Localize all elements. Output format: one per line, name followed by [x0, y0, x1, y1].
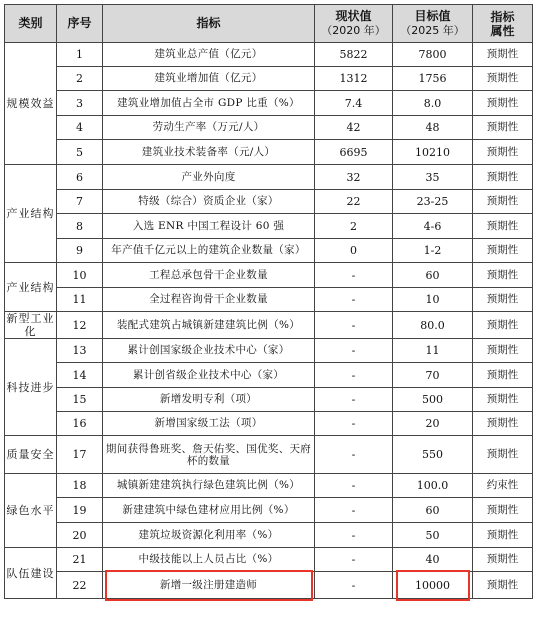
table-row: [5, 91, 533, 116]
header-attr: [473, 5, 533, 43]
table-row: [5, 43, 533, 67]
table-row: [5, 67, 533, 91]
indicator-attribute: 预期性: [473, 548, 533, 572]
row-number: 15: [57, 388, 103, 412]
indicator-attribute: 预期性: [473, 572, 533, 599]
indicator-name: 工程总承包骨干企业数量: [103, 263, 315, 288]
row-number: 20: [57, 523, 103, 548]
indicator-name: 城镇新建建筑执行绿色建筑比例（%）: [103, 474, 315, 498]
table-row: [5, 474, 533, 498]
current-value: -: [315, 312, 393, 339]
current-value: 7.4: [315, 91, 393, 116]
row-number: 21: [57, 548, 103, 572]
target-value: 60: [393, 263, 473, 288]
indicator-attribute: 预期性: [473, 165, 533, 190]
header-attr-line1: 指标: [490, 9, 515, 24]
indicator-attribute: 约束性: [473, 474, 533, 498]
indicator-attribute: 预期性: [473, 436, 533, 474]
target-value: 70: [393, 363, 473, 388]
indicator-attribute: 预期性: [473, 412, 533, 436]
indicator-attribute: 预期性: [473, 239, 533, 263]
header-target-line2: （2025 年）: [400, 24, 465, 37]
current-value: 5822: [315, 43, 393, 67]
header-current-line1: 现状值: [335, 9, 372, 23]
table-row: [5, 548, 533, 572]
row-number: 12: [57, 312, 103, 339]
target-value: 4-6: [393, 214, 473, 239]
table-row: [5, 363, 533, 388]
indicator-attribute: 预期性: [473, 140, 533, 165]
target-value: 40: [393, 548, 473, 572]
table-row: [5, 263, 533, 288]
indicator-name: 建筑业总产值（亿元）: [103, 43, 315, 67]
current-value: 1312: [315, 67, 393, 91]
table-row: [5, 288, 533, 312]
indicator-attribute: 预期性: [473, 288, 533, 312]
target-value: 80.0: [393, 312, 473, 339]
target-value: 48: [393, 116, 473, 140]
row-number: 9: [57, 239, 103, 263]
current-value: -: [315, 363, 393, 388]
target-value: 7800: [393, 43, 473, 67]
category-cell: 产业结构: [5, 165, 57, 263]
indicator-attribute: 预期性: [473, 91, 533, 116]
header-current-line2: （2020 年）: [321, 24, 386, 37]
header-current: [315, 5, 393, 43]
indicator-name: 劳动生产率（万元/人）: [103, 116, 315, 140]
table-row: [5, 214, 533, 239]
category-cell: 新型工业化: [6, 312, 55, 338]
table-body: [5, 43, 533, 599]
row-number: 17: [57, 436, 103, 474]
current-value: 2: [315, 214, 393, 239]
row-number: 22: [57, 572, 103, 599]
indicator-name: 入选 ENR 中国工程设计 60 强: [103, 214, 315, 239]
indicator-name: 建筑业技术装备率（元/人）: [103, 140, 315, 165]
table-row: [5, 312, 533, 339]
indicator-attribute: 预期性: [473, 523, 533, 548]
indicator-name: 新增发明专利（项）: [103, 388, 315, 412]
indicator-name: 特级（综合）资质企业（家）: [103, 190, 315, 214]
indicator-attribute: 预期性: [473, 190, 533, 214]
current-value: -: [315, 436, 393, 474]
table-row: [5, 388, 533, 412]
target-value: 11: [393, 339, 473, 363]
row-number: 14: [57, 363, 103, 388]
table-row: [5, 190, 533, 214]
indicator-name: 新增一级注册建造师: [103, 572, 315, 599]
category-cell: 队伍建设: [5, 548, 57, 599]
row-number: 18: [57, 474, 103, 498]
table-row: [5, 116, 533, 140]
row-number: 13: [57, 339, 103, 363]
target-value: 550: [393, 436, 473, 474]
current-value: -: [315, 548, 393, 572]
current-value: -: [315, 339, 393, 363]
indicator-attribute: 预期性: [473, 116, 533, 140]
table-header-row: [5, 5, 533, 43]
table-row: [5, 523, 533, 548]
indicator-attribute: 预期性: [473, 43, 533, 67]
indicator-name: 年产值千亿元以上的建筑企业数量（家）: [103, 239, 315, 263]
indicator-attribute: 预期性: [473, 363, 533, 388]
table-row: [5, 239, 533, 263]
current-value: 22: [315, 190, 393, 214]
indicator-name: 累计创国家级企业技术中心（家）: [103, 339, 315, 363]
header-indicator: 指标: [103, 5, 315, 43]
category-cell: 规模效益: [5, 43, 57, 165]
current-value: -: [315, 523, 393, 548]
current-value: 32: [315, 165, 393, 190]
row-number: 7: [57, 190, 103, 214]
target-value: 10000: [393, 572, 473, 599]
current-value: 0: [315, 239, 393, 263]
indicator-name: 新增国家级工法（项）: [103, 412, 315, 436]
indicator-name: 装配式建筑占城镇新建建筑比例（%）: [103, 312, 315, 339]
current-value: -: [315, 263, 393, 288]
indicator-attribute: 预期性: [473, 214, 533, 239]
row-number: 10: [57, 263, 103, 288]
row-number: 4: [57, 116, 103, 140]
current-value: -: [315, 474, 393, 498]
target-value: 100.0: [393, 474, 473, 498]
target-value: 10210: [393, 140, 473, 165]
target-value: 60: [393, 498, 473, 523]
indicator-name: 全过程咨询骨干企业数量: [103, 288, 315, 312]
row-number: 19: [57, 498, 103, 523]
indicator-attribute: 预期性: [473, 263, 533, 288]
target-value: 50: [393, 523, 473, 548]
current-value: -: [315, 388, 393, 412]
indicator-attribute: 预期性: [473, 339, 533, 363]
table-row: [5, 572, 533, 599]
indicator-name: 期间获得鲁班奖、詹天佑奖、国优奖、天府杯的数量: [103, 436, 315, 474]
row-number: 2: [57, 67, 103, 91]
table-row: [5, 412, 533, 436]
category-cell: 绿色水平: [5, 474, 57, 548]
row-number: 16: [57, 412, 103, 436]
row-number: 3: [57, 91, 103, 116]
current-value: 42: [315, 116, 393, 140]
indicator-name: 建筑业增加值（亿元）: [103, 67, 315, 91]
indicator-attribute: 预期性: [473, 388, 533, 412]
table-row: [5, 339, 533, 363]
target-value: 20: [393, 412, 473, 436]
target-value: 10: [393, 288, 473, 312]
row-number: 1: [57, 43, 103, 67]
target-value: 35: [393, 165, 473, 190]
target-value: 23-25: [393, 190, 473, 214]
table-row: [5, 140, 533, 165]
current-value: -: [315, 288, 393, 312]
row-number: 8: [57, 214, 103, 239]
category-cell: 质量安全: [5, 436, 57, 474]
indicator-table: [4, 4, 533, 599]
target-value: 1-2: [393, 239, 473, 263]
indicator-attribute: 预期性: [473, 67, 533, 91]
table-row: [5, 498, 533, 523]
indicator-name: 建筑业增加值占全市 GDP 比重（%）: [103, 91, 315, 116]
header-target-line1: 目标值: [414, 9, 451, 23]
indicator-name: 产业外向度: [103, 165, 315, 190]
indicator-name: 新建建筑中绿色建材应用比例（%）: [103, 498, 315, 523]
header-target: [393, 5, 473, 43]
table-row: [5, 436, 533, 474]
header-attr-line2: 属性: [490, 23, 515, 38]
target-value: 1756: [393, 67, 473, 91]
header-no: 序号: [57, 5, 103, 43]
indicator-attribute: 预期性: [473, 498, 533, 523]
indicator-name: 建筑垃圾资源化利用率（%）: [103, 523, 315, 548]
category-cell: 产业结构: [5, 263, 57, 312]
table-row: [5, 165, 533, 190]
target-value: 500: [393, 388, 473, 412]
current-value: -: [315, 412, 393, 436]
header-category: 类别: [5, 5, 57, 43]
row-number: 6: [57, 165, 103, 190]
row-number: 5: [57, 140, 103, 165]
target-value: 8.0: [393, 91, 473, 116]
row-number: 11: [57, 288, 103, 312]
current-value: 6695: [315, 140, 393, 165]
current-value: -: [315, 498, 393, 523]
category-cell: 科技进步: [5, 339, 57, 436]
current-value: -: [315, 572, 393, 599]
indicator-name: 中级技能以上人员占比（%）: [103, 548, 315, 572]
indicator-attribute: 预期性: [473, 312, 533, 339]
indicator-name: 累计创省级企业技术中心（家）: [103, 363, 315, 388]
